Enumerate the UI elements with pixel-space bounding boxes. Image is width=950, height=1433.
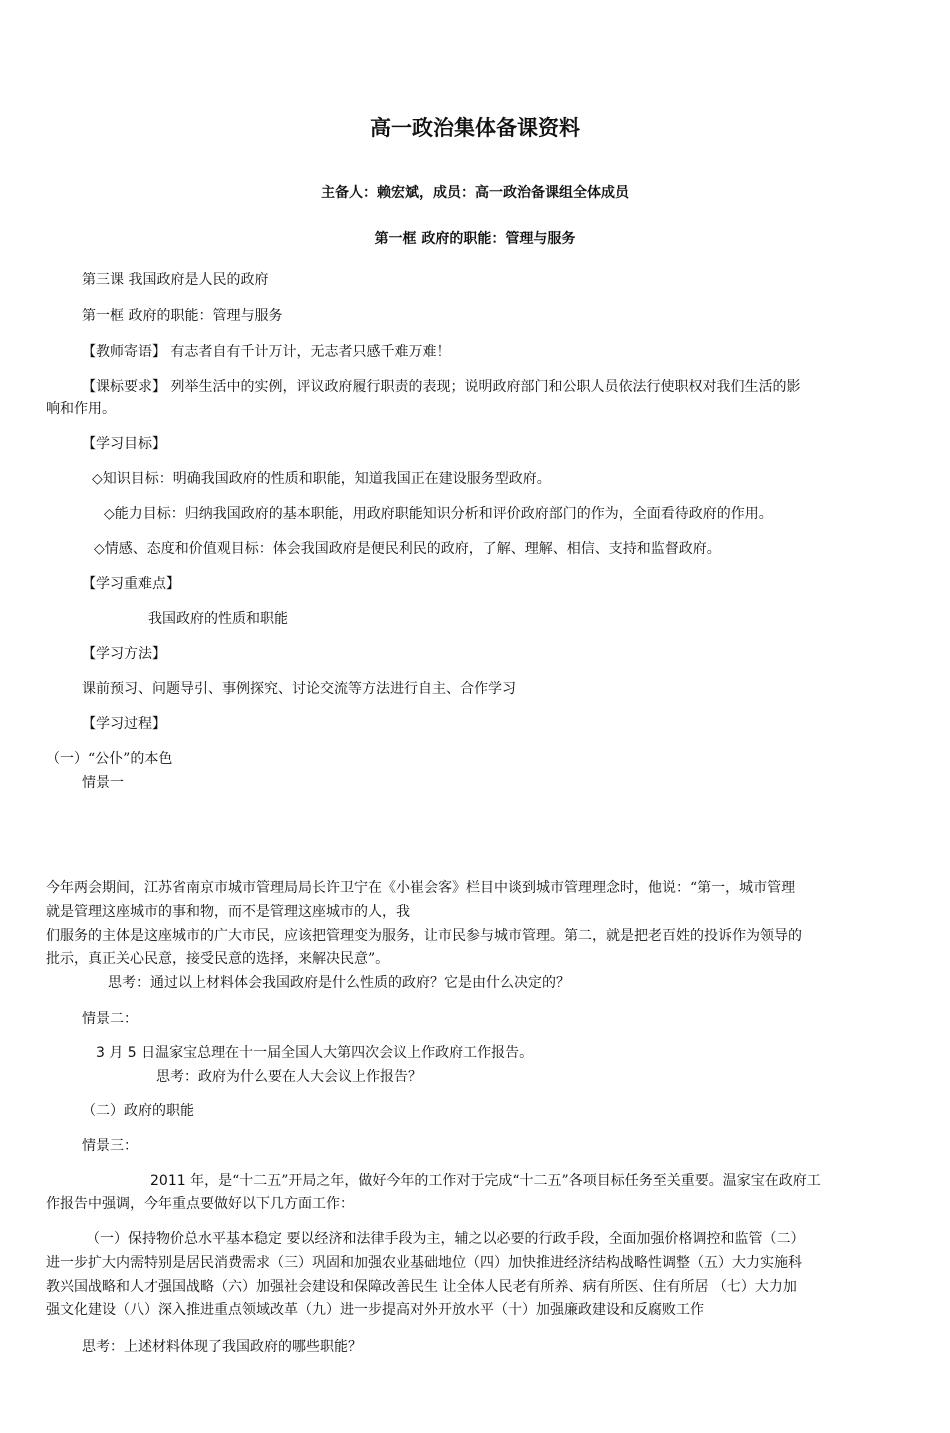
scene1-line4: 批示，真正关心民意，接受民意的选择，来解决民意”。: [46, 951, 390, 967]
goal-ability: ◇能力目标：归纳我国政府的基本职能，用政府职能知识分析和评价政府部门的作为，全面看待政府的作用。: [104, 506, 773, 522]
part2-heading: （二）政府的职能: [82, 1103, 194, 1119]
tasks-line1: （一）保持物价总水平基本稳定 要以经济和法律手段为主，辅之以必要的行政手段，全面加强价格调控和监管（二）: [86, 1231, 805, 1247]
tasks-line3: 教兴国战略和人才强国战略（六）加强社会建设和保障改善民生 让全体人民老有所养、病有所医、住有所居 （七）大力加: [46, 1279, 797, 1295]
goal-knowledge: ◇知识目标：明确我国政府的性质和职能，知道我国正在建设服务型政府。: [92, 471, 551, 487]
scene2-date: 3 月 5: [96, 1045, 137, 1061]
scene3-label: 情景三：: [82, 1138, 138, 1154]
section-heading: 第一框 政府的职能：管理与服务: [374, 231, 576, 247]
curriculum-line2: 响和作用。: [46, 401, 116, 417]
think1: 思考：通过以上材料体会我国政府是什么性质的政府？它是由什么决定的？: [108, 975, 570, 991]
key-content: 我国政府的性质和职能: [148, 611, 288, 627]
scene3-line2: 作报告中强调，今年重点要做好以下几方面工作：: [46, 1196, 354, 1212]
document-title: 高一政治集体备课资料: [370, 116, 580, 140]
think2: 思考：政府为什么要在人大会议上作报告？: [156, 1069, 422, 1085]
scene3-line1-rest: 年，是“十二五”开局之年，做好今年的工作对于完成“十二五”各项目标任务至关重要。温家宝在政府工: [185, 1173, 821, 1189]
goal-emotion: ◇情感、态度和价值观目标：体会我国政府是便民利民的政府，了解、理解、相信、支持和监督政府。: [94, 541, 721, 557]
lesson-title: 第三课 我国政府是人民的政府: [82, 272, 269, 288]
scene2-label: 情景二：: [82, 1011, 138, 1027]
scene1-line3: 们服务的主体是这座城市的广大市民，应该把管理变为服务，让市民参与城市管理。第二，就是把老百姓的投诉作为领导的: [46, 928, 802, 944]
scene2-line: [96, 1042, 533, 1064]
scene3-year: 2011: [150, 1173, 186, 1189]
teacher-words: 【教师寄语】 有志者自有千计万计，无志者只感千难万难！: [82, 344, 451, 360]
scene1-label: 情景一: [82, 775, 124, 791]
method-label: 【学习方法】: [82, 646, 166, 662]
method-content: 课前预习、问题导引、事例探究、讨论交流等方法进行自主、合作学习: [82, 681, 516, 697]
tasks-line2: 进一步扩大内需特别是居民消费需求（三）巩固和加强农业基础地位（四）加快推进经济结构战略性调整（五）大力实施科: [46, 1255, 802, 1271]
scene1-line1: 今年两会期间，江苏省南京市城市管理局局长许卫宁在《小崔会客》栏目中谈到城市管理理念时，他说：“第一，城市管理: [46, 880, 796, 896]
author-line: 主备人：赖宏斌，成员：高一政治备课组全体成员: [321, 185, 629, 201]
tasks-line4: 强文化建设（八）深入推进重点领域改革（九）进一步提高对外开放水平（十）加强廉政建设和反腐败工作: [46, 1302, 704, 1318]
curriculum-line1: 【课标要求】 列举生活中的实例，评议政府履行职责的表现；说明政府部门和公职人员依法行使职权对我们生活的影: [82, 379, 801, 395]
goals-label: 【学习目标】: [82, 436, 166, 452]
scene3-line1: [150, 1170, 821, 1192]
key-label: 【学习重难点】: [82, 576, 180, 592]
part1-heading: （一）“公仆”的本色: [46, 751, 173, 767]
scene1-line2: 就是管理这座城市的事和物，而不是管理这座城市的人，我: [46, 904, 410, 920]
frame-title: 第一框 政府的职能：管理与服务: [82, 308, 283, 324]
think3: 思考：上述材料体现了我国政府的哪些职能？: [82, 1339, 362, 1355]
scene2-text: 日温家宝总理在十一届全国人大第四次会议上作政府工作报告。: [136, 1045, 534, 1061]
process-label: 【学习过程】: [82, 716, 166, 732]
